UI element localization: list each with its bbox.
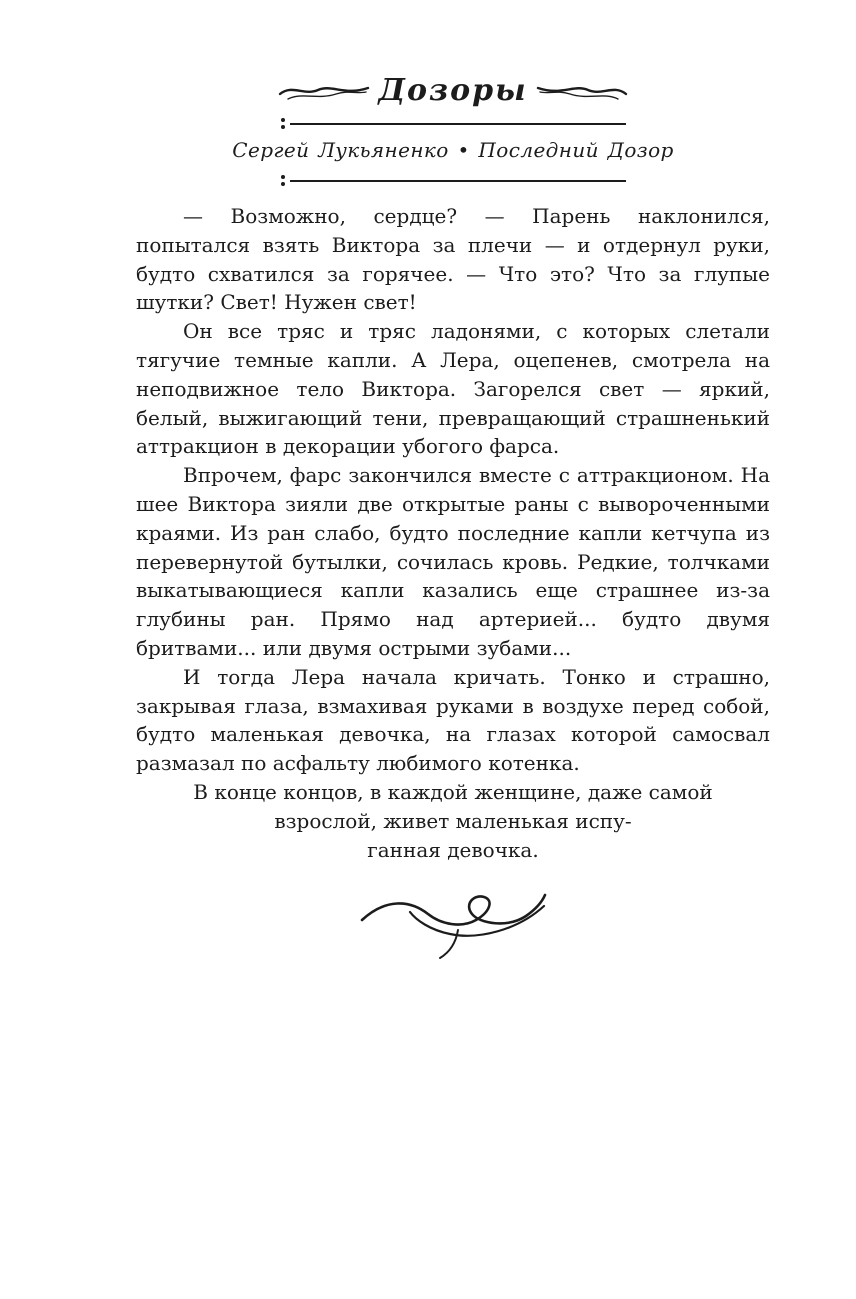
series-title: Дозоры xyxy=(378,73,528,108)
divider-bottom xyxy=(281,175,626,186)
flourish-left-icon xyxy=(278,78,370,104)
divider-dots-icon xyxy=(281,118,285,129)
paragraph: И тогда Лера начала кричать. Тонко и страшно, закрывая глаза, взмахивая руками в воздухе перед собой, будто маленькая девочка, на глазах которой самосвал размазал по асфальту любимого котенка. xyxy=(136,664,770,776)
closing-line: В конце концов, в каждой женщине, даже самой xyxy=(193,779,713,804)
running-head: Сергей Лукьяненко • Последний Дозор xyxy=(232,138,674,162)
divider-line xyxy=(290,180,626,182)
paragraph: — Возможно, сердце? — Парень наклонился, попытался взять Виктора за плечи — и отдернул руки, будто схватился за горячее. — Что это? Что за глупые шутки? Свет! Нужен свет! xyxy=(136,204,770,315)
flourish-right-icon xyxy=(536,78,628,104)
body-text xyxy=(136,202,770,962)
closing-line: ганная девочка. xyxy=(367,837,539,862)
paragraph: Впрочем, фарс закончился вместе с аттракционом. На шее Виктора зияли две открытые раны с вывороченными краями. Из ран слабо, будто последние капли кетчупа из перевернутой бутылки, сочилась кровь. Редкие, толчками выкатывающиеся капли казались еще страшнее из-за глубины ран. Прямо над артерией... будто двумя бритвами... или двумя острыми зубами... xyxy=(136,463,770,660)
divider-dots-icon xyxy=(281,175,285,186)
divider-line xyxy=(290,123,626,125)
series-title-row xyxy=(136,73,770,108)
paragraph: Он все тряс и тряс ладонями, с которых слетали тягучие темные капли. А Лера, оцепенев, смотрела на неподвижное тело Виктора. Загорелся свет — яркий, белый, выжигающий тени, превращающий страшненький аттракцион в декорации убогого фарса. xyxy=(136,319,770,459)
divider-top xyxy=(281,118,626,129)
closing-line: взрослой, живет маленькая испу- xyxy=(274,808,632,833)
page-header xyxy=(136,0,770,186)
end-flourish-icon xyxy=(358,890,548,962)
closing-paragraph xyxy=(136,778,770,864)
